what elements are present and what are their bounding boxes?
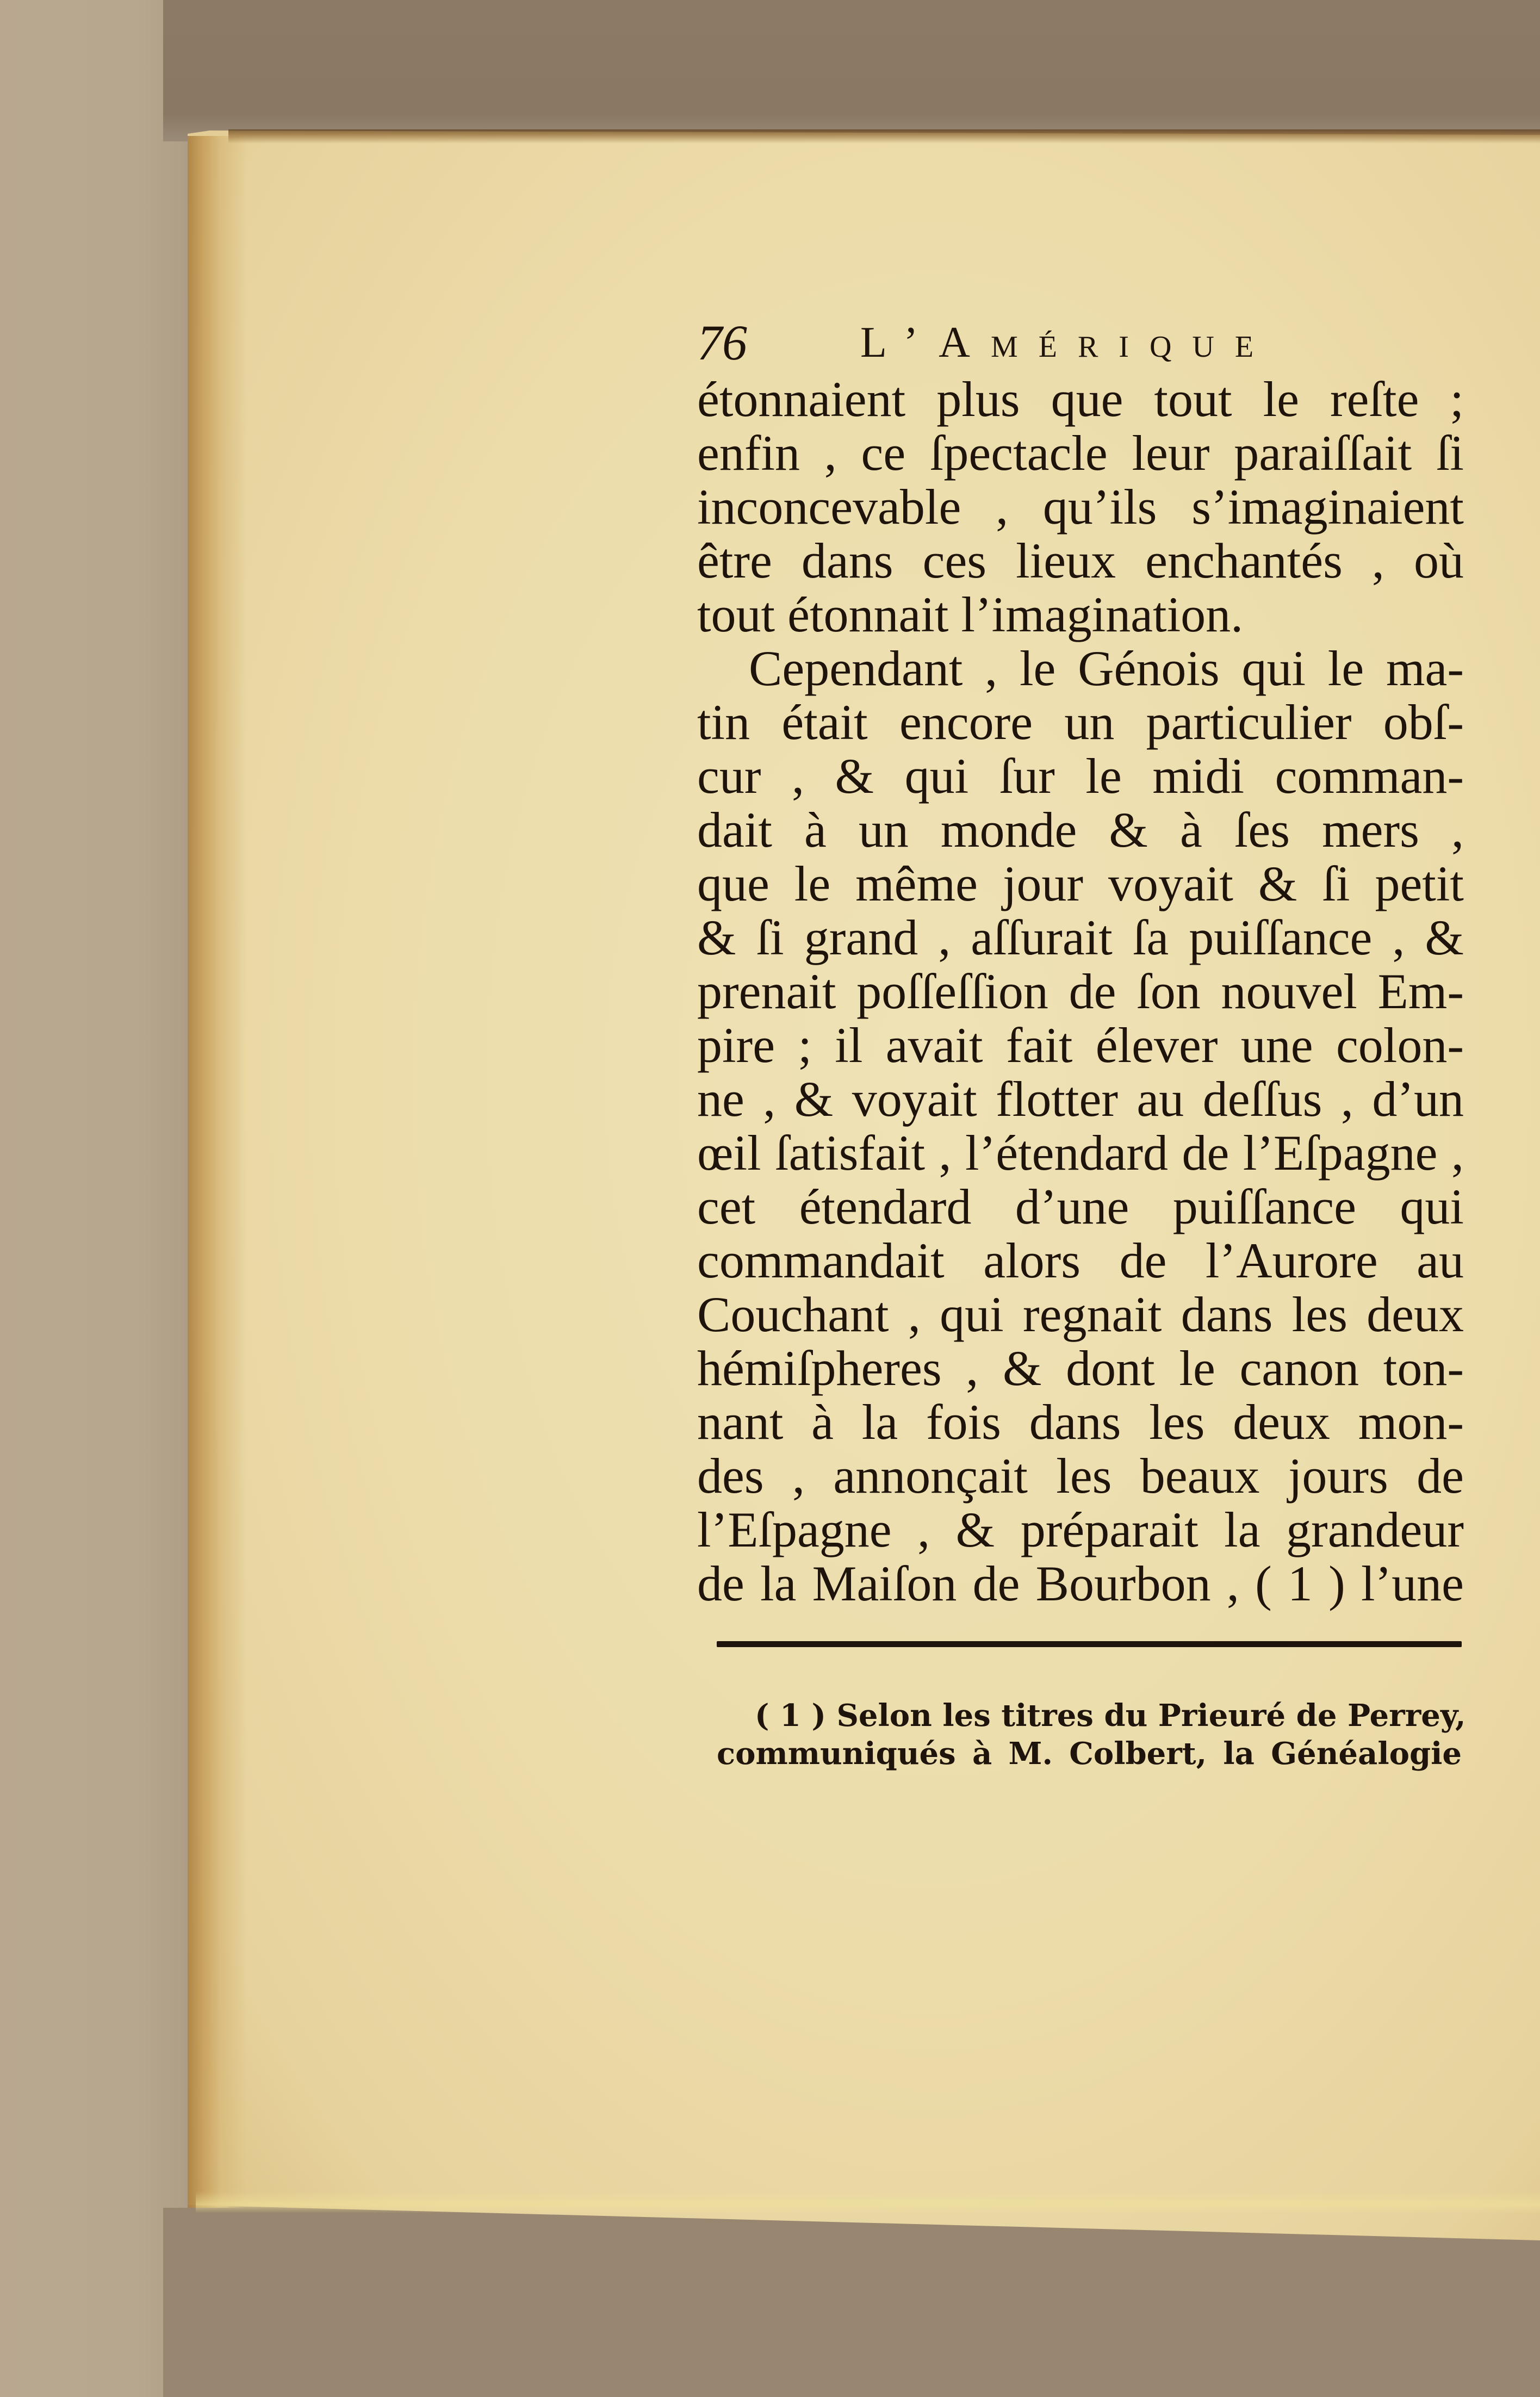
background-bottom [163,2208,1540,2397]
body-line: enfin , ce ſpectacle leur paraiſſait ſi [697,425,1464,481]
footnotes [717,1697,1466,1773]
body-line: inconcevable , qu’ils s’imaginaient [697,479,1464,535]
body-line: cur , & qui ſur le midi comman- [697,748,1464,804]
running-title: L’Amérique [860,319,1275,367]
body-line: que le même jour voyait & ſi petit [697,856,1464,911]
footnote-line: ( 1 ) Selon les titres du Prieuré de Perrey, [755,1698,1466,1734]
page-edge-bottom [196,2191,1540,2213]
body-line: être dans ces lieux enchantés , où [697,533,1464,588]
body-line: ne , & voyait flotter au deſſus , d’un [697,1071,1464,1127]
body-line: dait à un monde & à ſes mers , [697,802,1464,858]
body-line: œil ſatisfait , l’étendard de l’Eſpagne , [697,1125,1464,1181]
page-worn-edge-top [228,129,1540,144]
body-line: & ſi grand , aſſurait ſa puiſſance , & [697,910,1464,965]
background-top [163,0,1540,141]
body-line: nant à la fois dans les deux mon- [697,1394,1464,1450]
page-worn-edge-left [188,136,247,2208]
footnote-rule [717,1641,1462,1647]
body-line: des , annonçait les beaux jours de [697,1448,1464,1504]
text-block [697,313,1464,1611]
body-line: prenait poſſeſſion de ſon nouvel Em- [697,964,1464,1019]
footnote-line: communiqués à M. Colbert, la Généalogie [717,1736,1462,1772]
running-head [697,313,1464,372]
body-line: pire ; il avait fait élever une colon- [697,1017,1464,1073]
body-line: Couchant , qui regnait dans les deux [697,1287,1464,1342]
body-line: tout étonnait l’imagination. [697,587,1244,642]
body-line: commandait alors de l’Aurore au [697,1233,1464,1288]
body-line: tin était encore un particulier obſ- [697,694,1464,750]
body-line: de la Maiſon de Bourbon , ( 1 ) l’une [697,1556,1464,1611]
body-line: hémiſpheres , & dont le canon ton- [697,1340,1464,1396]
body-text [697,372,1464,1611]
body-line: cet étendard d’une puiſſance qui [697,1179,1464,1234]
body-line: l’Eſpagne , & préparait la grandeur [697,1502,1464,1557]
body-line: Cependant , le Génois qui le ma- [749,641,1464,696]
body-line: étonnaient plus que tout le reſte ; [697,371,1464,427]
page-number: 76 [697,315,747,370]
